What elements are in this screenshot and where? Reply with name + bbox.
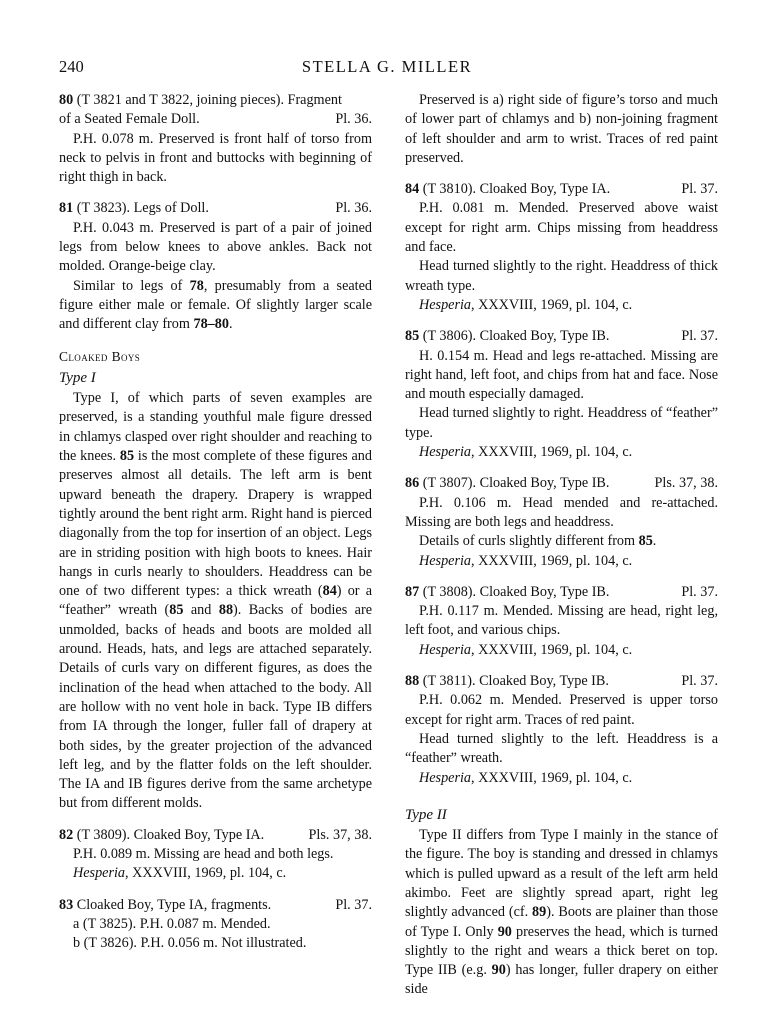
plate-ref: Pl. 37. bbox=[681, 181, 718, 198]
plate-ref: Pl. 36. bbox=[335, 200, 372, 217]
catalog-entry-83 bbox=[59, 896, 372, 954]
section-title: Cloaked Boys bbox=[59, 348, 141, 364]
plate-ref: Pl. 37. bbox=[681, 328, 718, 345]
catalog-entry-82 bbox=[59, 826, 372, 884]
plate-ref: Pl. 36. bbox=[335, 111, 372, 128]
bibliography: Hesperia, XXXVIII, 1969, pl. 104, c. bbox=[419, 444, 633, 461]
entry-description: P.H. 0.117 m. Mended. Missing are head, right leg, left foot, and various chips. bbox=[405, 603, 718, 639]
entry-description: H. 0.154 m. Head and legs re-attached. Missing are right hand, left foot, and chips from hat and face. Nose and mouth especially damaged. bbox=[405, 347, 718, 403]
entry-heading: 88 (T 3811). Cloaked Boy, Type IB. bbox=[405, 673, 609, 690]
catalog-entry-85 bbox=[405, 327, 718, 462]
bibliography: Hesperia, XXXVIII, 1969, pl. 104, c. bbox=[73, 865, 287, 882]
running-title: STELLA G. MILLER bbox=[301, 57, 473, 76]
left-column bbox=[59, 91, 372, 965]
bibliography: Hesperia, XXXVIII, 1969, pl. 104, c. bbox=[419, 296, 633, 313]
catalog-entry-84 bbox=[405, 180, 718, 315]
entry-heading: 86 (T 3807). Cloaked Boy, Type IB. bbox=[405, 475, 610, 492]
entry-note: Head turned slightly to right. Headdress of “feather” type. bbox=[405, 405, 718, 441]
entry-description: P.H. 0.106 m. Head mended and re-attached. Missing are both legs and headdress. bbox=[405, 494, 718, 530]
entry-description: P.H. 0.062 m. Mended. Preserved is upper torso except for right arm. Traces of red paint. bbox=[405, 692, 718, 728]
entry-note: Details of curls slightly different from 85. bbox=[419, 533, 657, 550]
bibliography: Hesperia, XXXVIII, 1969, pl. 104, c. bbox=[419, 641, 633, 658]
bibliography: Hesperia, XXXVIII, 1969, pl. 104, c. bbox=[419, 769, 633, 786]
entry-description: P.H. 0.078 m. Preserved is front half of torso from neck to pelvis in front and buttocks with beginning of right thigh in back. bbox=[59, 130, 372, 186]
type-description: Type I, of which parts of seven examples are preserved, is a standing youthful male figure dressed in chlamys clasped over right shoulder and reaching to the knees. 85 is the most complete of these figures and preserves almost all details. The left arm is bent upward beneath the drapery. Drapery is wrapped tightly around the bent right arm. Right hand is pierced diagonally from the top for insertion of an object. Legs are in striding position with high boots to knees. Hair hangs in curls nearly to shoulders. Headdress can be one of two different types: a thick wreath (84) or a “feather” wreath (85 and 88). Backs of bodies are unmolded, backs of heads and boots are molded all around. Heads, hats, and legs are attached separately. Details of curls vary on different figures, as does the inclination of the head when attached to the body. All are hollow with no vent hole in back. Type IB differs from IA through the longer, fuller fall of drapery at both sides, by the greater projection of the advanced left leg, and by the flatter folds on the left shoulder. The IA and IB figures derive from the same archetype but from different molds. bbox=[59, 390, 373, 812]
page-number: 240 bbox=[59, 57, 84, 76]
catalog-entry-87 bbox=[405, 583, 718, 660]
entry-note: Head turned slightly to the left. Headdress is a “feather” wreath. bbox=[405, 730, 718, 767]
entry-note: Similar to legs of 78, presumably from a seated figure either male or female. Of slightly larger scale and different clay from 78–80. bbox=[59, 277, 373, 333]
entry-heading: 81 (T 3823). Legs of Doll. bbox=[59, 200, 209, 217]
type-heading: Type II bbox=[405, 806, 447, 823]
type-description: Type II differs from Type I mainly in the stance of the figure. The boy is standing and dressed in chlamys which is pulled upward as a result of the left arm held akimbo. Feet are slightly spread apart, right leg slightly advanced (cf. 89). Boots are plainer than those of Type I. Only 90 preserves the head, which is turned slightly to the right and wears a thick beret on top. Type IIB (e.g. 90) has longer, fuller drapery on either side bbox=[405, 827, 719, 998]
entry-description: P.H. 0.043 m. Preserved is part of a pair of joined legs from below knees to above ankles. Back not molded. Orange-beige clay. bbox=[59, 219, 372, 275]
catalog-entry-88 bbox=[405, 672, 718, 788]
catalog-entry-86 bbox=[405, 474, 718, 570]
entry-note: Head turned slightly to the right. Headdress of thick wreath type. bbox=[405, 258, 718, 294]
fragment-a: a (T 3825). P.H. 0.087 m. Mended. bbox=[73, 915, 271, 932]
entry-heading: 83 Cloaked Boy, Type IA, fragments. bbox=[59, 896, 272, 913]
type-heading: Type I bbox=[59, 369, 96, 386]
right-column bbox=[405, 91, 718, 1000]
plate-ref: Pls. 37, 38. bbox=[654, 475, 718, 492]
plate-ref: Pl. 37. bbox=[681, 583, 718, 600]
plate-ref: Pl. 37. bbox=[335, 896, 372, 913]
fragment-b: b (T 3826). P.H. 0.056 m. Not illustrated. bbox=[73, 935, 307, 952]
entry-heading: 84 (T 3810). Cloaked Boy, Type IA. bbox=[405, 181, 611, 198]
running-header bbox=[59, 57, 715, 79]
plate-ref: Pl. 37. bbox=[681, 673, 718, 690]
bibliography: Hesperia, XXXVIII, 1969, pl. 104, c. bbox=[419, 552, 633, 569]
entry-heading: 85 (T 3806). Cloaked Boy, Type IB. bbox=[405, 328, 610, 345]
entry-description: P.H. 0.081 m. Mended. Preserved above waist except for right arm. Chips missing from headdress and face. bbox=[405, 200, 718, 256]
plate-ref: Pls. 37, 38. bbox=[308, 826, 372, 843]
entry-heading: 87 (T 3808). Cloaked Boy, Type IB. bbox=[405, 583, 610, 600]
catalog-entry-80: 80 (T 3821 and T 3822, joining pieces). Fragment of a Seated Female Doll. Pl. 36. P.H. 0.078 m. Preserved is front half of torso from neck to pelvis in front and buttocks with beginning of right thigh in back. bbox=[59, 91, 372, 187]
catalog-entry-81 bbox=[59, 199, 372, 334]
entry-description: P.H. 0.089 m. Missing are head and both legs. bbox=[73, 845, 334, 862]
entry-heading: 80 (T 3821 and T 3822, joining pieces). Fragment bbox=[59, 92, 342, 108]
entry-continuation: Preserved is a) right side of figure’s torso and much of lower part of chlamys and b) non-joining fragment of left shoulder and arm to wrist. Traces of red paint preserved. bbox=[405, 92, 718, 166]
entry-heading: 82 (T 3809). Cloaked Boy, Type IA. bbox=[59, 826, 265, 843]
